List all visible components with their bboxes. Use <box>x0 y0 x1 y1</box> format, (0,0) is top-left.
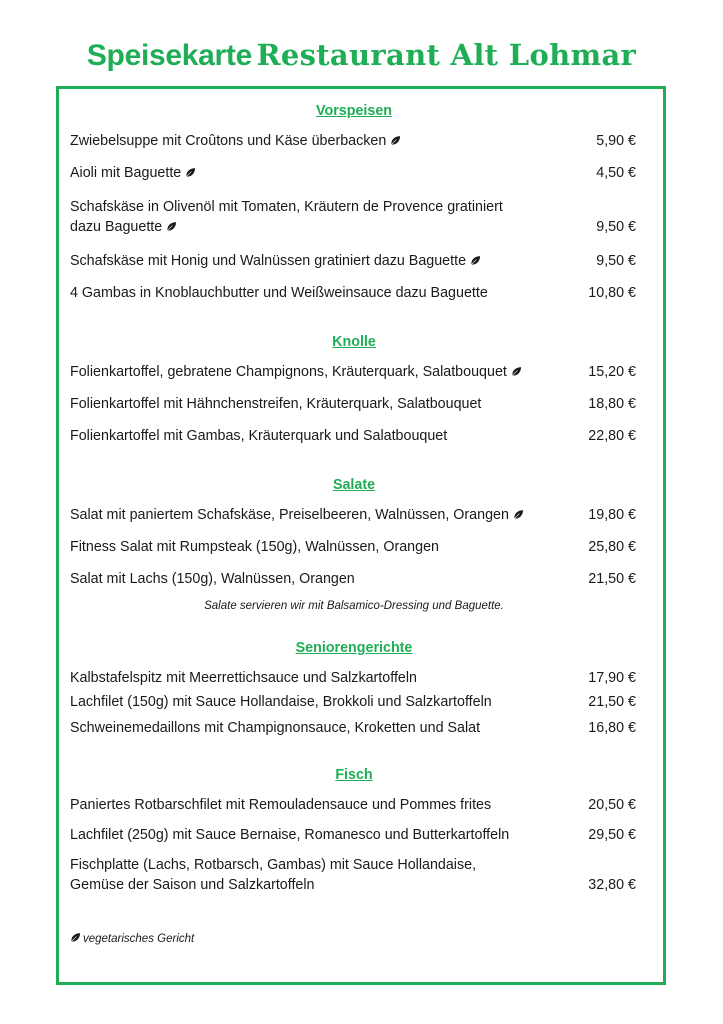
menu-item-name-line2 <box>70 217 177 237</box>
menu-item-name <box>70 394 481 414</box>
menu-item-price: 5,90 € <box>596 133 636 149</box>
menu-item-price: 15,20 € <box>588 364 636 380</box>
menu-item-price: 25,80 € <box>588 539 636 555</box>
section-heading: Salate <box>332 477 376 493</box>
menu-item-name <box>70 537 439 557</box>
menu-item-name <box>70 795 491 815</box>
menu-item-name-text: Zwiebelsuppe mit Croûtons und Käse überbacken <box>70 133 387 149</box>
leaf-icon <box>470 252 481 263</box>
menu-item-name <box>70 569 355 589</box>
vegetarian-legend <box>70 932 194 945</box>
menu-item-name-text: Paniertes Rotbarschfilet mit Remouladensauce und Pommes frites <box>70 797 492 813</box>
title-speisekarte: Speisekarte <box>86 39 252 72</box>
section-heading: Vorspeisen <box>315 103 392 119</box>
menu-item-name <box>70 362 522 382</box>
menu-item-price: 21,50 € <box>588 571 636 587</box>
section-heading: Seniorengerichte <box>295 640 413 656</box>
menu-item-price: 21,50 € <box>588 694 636 710</box>
legend-label: vegetarisches Gericht <box>83 933 195 945</box>
leaf-icon <box>70 932 81 943</box>
menu-item <box>70 537 638 557</box>
menu-item-price: 9,50 € <box>596 219 636 235</box>
menu-item <box>70 692 638 712</box>
menu-item <box>70 505 638 525</box>
menu-item-name-text: Salat mit paniertem Schafskäse, Preiselbeeren, Walnüssen, Orangen <box>70 507 509 523</box>
menu-item-price: 29,50 € <box>588 827 636 843</box>
menu-item-name-line2 <box>70 875 315 895</box>
menu-item-name-text: Lachfilet (150g) mit Sauce Hollandaise, Brokkoli und Salzkartoffeln <box>70 694 492 710</box>
menu-item-name-text: Schafskäse mit Honig und Walnüssen gratiniert dazu Baguette <box>70 253 467 269</box>
menu-item-name-text: Lachfilet (250g) mit Sauce Bernaise, Romanesco und Butterkartoffeln <box>70 827 510 843</box>
menu-item-price: 22,80 € <box>588 428 636 444</box>
menu-item-name <box>70 251 481 271</box>
menu-item <box>70 394 638 414</box>
menu-item-name-text: Schafskäse in Olivenöl mit Tomaten, Kräutern de Provence gratiniert <box>70 199 503 215</box>
menu-item-price: 17,90 € <box>588 670 636 686</box>
menu-item <box>70 795 638 815</box>
menu-item-name-text: Fitness Salat mit Rumpsteak (150g), Walnüssen, Orangen <box>70 539 439 555</box>
leaf-icon <box>166 218 177 229</box>
menu-item-name-text: Salat mit Lachs (150g), Walnüssen, Orangen <box>70 571 355 587</box>
leaf-icon <box>513 506 524 517</box>
menu-item-name <box>70 163 196 183</box>
menu-item-name <box>70 718 480 738</box>
menu-item-name-text: Aioli mit Baguette <box>70 165 182 181</box>
menu-item-name <box>70 692 492 712</box>
leaf-icon <box>511 363 522 374</box>
menu-item-name-text: Kalbstafelspitz mit Meerrettichsauce und Salzkartoffeln <box>70 670 417 686</box>
menu-item-name <box>70 825 509 845</box>
menu-item-price: 9,50 € <box>596 253 636 269</box>
menu-item <box>70 163 638 183</box>
menu-item <box>70 426 638 446</box>
menu-item <box>70 825 638 845</box>
section-note: Salate servieren wir mit Balsamico-Dressing und Baguette. <box>204 600 504 612</box>
menu-item-name-line2-text: dazu Baguette <box>70 219 163 235</box>
menu-item-price: 19,80 € <box>588 507 636 523</box>
menu-item-name-text: Folienkartoffel, gebratene Champignons, Kräuterquark, Salatbouquet <box>70 364 507 380</box>
menu-item-price: 18,80 € <box>588 396 636 412</box>
menu-item-name <box>70 197 503 217</box>
menu-item-name <box>70 855 476 875</box>
menu-item <box>70 569 638 589</box>
section-heading: Fisch <box>335 767 373 783</box>
menu-item <box>70 668 638 688</box>
menu-item-name <box>70 426 447 446</box>
leaf-icon <box>185 164 196 175</box>
menu-item-name <box>70 668 417 688</box>
menu-item-name-line2-text: Gemüse der Saison und Salzkartoffeln <box>70 877 315 893</box>
section-heading: Knolle <box>332 334 376 350</box>
menu-item <box>70 131 638 151</box>
menu-item-name-text: Schweinemedaillons mit Champignonsauce, Kroketten und Salat <box>70 720 481 736</box>
menu-item-name-text: 4 Gambas in Knoblauchbutter und Weißweinsauce dazu Baguette <box>70 285 488 301</box>
menu-item <box>70 283 638 303</box>
menu-item-price: 32,80 € <box>588 877 636 893</box>
menu-item-name-text: Fischplatte (Lachs, Rotbarsch, Gambas) mit Sauce Hollandaise, <box>70 857 477 873</box>
menu-content <box>70 0 638 1024</box>
menu-item-price: 10,80 € <box>588 285 636 301</box>
menu-item-price: 16,80 € <box>588 720 636 736</box>
title-restaurant-name: Restaurant Alt Lohmar <box>256 38 637 72</box>
menu-item-price: 4,50 € <box>596 165 636 181</box>
menu-item <box>70 718 638 738</box>
menu-item <box>70 197 638 237</box>
menu-item-name-text: Folienkartoffel mit Gambas, Kräuterquark und Salatbouquet <box>70 428 448 444</box>
menu-item-name-text: Folienkartoffel mit Hähnchenstreifen, Kräuterquark, Salatbouquet <box>70 396 482 412</box>
menu-item <box>70 251 638 271</box>
menu-item <box>70 855 638 895</box>
menu-item-name <box>70 283 488 303</box>
leaf-icon <box>390 132 401 143</box>
menu-item <box>70 362 638 382</box>
menu-item-price: 20,50 € <box>588 797 636 813</box>
menu-item-name <box>70 505 524 525</box>
menu-item-name <box>70 131 401 151</box>
